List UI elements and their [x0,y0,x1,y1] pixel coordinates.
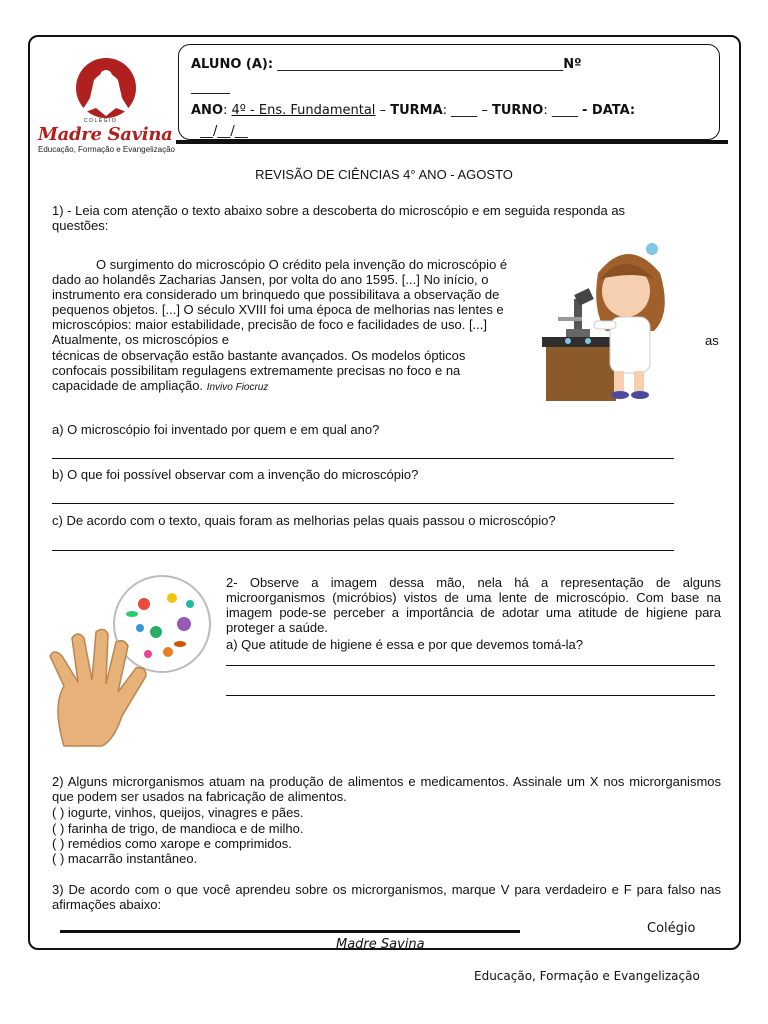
q2-question-a: a) Que atitude de higiene é essa e por que devemos tomá-la? [226,637,584,652]
footer-tagline: Educação, Formação e Evangelização [474,969,700,983]
data-blank[interactable]: __/__/__ [200,124,248,139]
q3-intro: 2) Alguns microrganismos atuam na produção de alimentos e medicamentos. Assinale um X nos microrganismos que podem ser usados na fabricação de alimentos. [52,774,721,804]
q1-question-a: a) O microscópio foi inventado por quem e em qual ano? [52,422,380,437]
q1-text: O surgimento do microscópio O crédito pela invenção do microscópio é dado ao holandês Zacharias Jansen, por volta do ano 1595. [...] No início, o instrumento era considerado um brinquedo que possibilitava a observação de pequenos objetos. [...] O século XVIII foi uma época de melhorias nas lentes e microscópios: maior estabilidade, precisão de foco e facilidades de uso. [...] Atualmente, os microscópios e [52,257,508,347]
q1-question-b: b) O que foi possível observar com a invenção do microscópio? [52,467,419,482]
ano-label: ANO [191,103,223,118]
turno-blank[interactable]: ____ [551,103,578,118]
q1-text-end-body: técnicas de observação estão bastante avançados. Os modelos ópticos confocais possibilitam regulagens extremamente precisas no foco e na capacidade de ampliação. [52,348,466,393]
aluno-blank[interactable]: ____________________________________________ [277,57,564,72]
data-label: - DATA: [582,103,636,118]
header-divider [176,140,728,144]
q2-answer-line-2[interactable] [226,695,715,696]
girl-microscope-illustration [538,233,688,403]
q3-option-4[interactable]: ( ) macarrão instantâneo. [52,851,198,866]
ano-value: 4º - Ens. Fundamental [231,103,376,118]
q1-intro: 1) - Leia com atenção o texto abaixo sobre a descoberta do microscópio e em seguida responda as questões: [52,203,626,233]
turma-blank[interactable]: ____ [451,103,478,118]
logo-small-text: COLÉGIO [84,118,118,124]
logo-tagline: Educação, Formação e Evangelização [38,145,175,154]
q1-source: Invivo Fiocruz [206,382,269,393]
turma-label: TURMA [390,103,443,118]
hand-microbes-illustration [44,574,216,748]
q2-answer-line-1[interactable] [226,665,715,666]
footer-colegio: Colégio [647,921,696,936]
footer-divider [60,930,520,933]
q1-answer-line-b[interactable] [52,503,674,504]
q1-answer-line-c[interactable] [52,550,674,551]
q4-intro: 3) De acordo com o que você aprendeu sobre os microrganismos, marque V para verdadeiro e F para falso nas afirmações abaixo: [52,882,721,912]
q1-question-c: c) De acordo com o texto, quais foram as melhorias pelas quais passou o microscópio? [52,513,556,528]
aluno-row [191,57,581,72]
q3-option-3[interactable]: ( ) remédios como xarope e comprimidos. [52,836,292,851]
q3-option-2[interactable]: ( ) farinha de trigo, de mandioca e de milho. [52,821,304,836]
q1-answer-line-a[interactable] [52,458,674,459]
ano-row: ANO: 4º - Ens. Fundamental – TURMA: ____ – TURNO: ____ - DATA: [191,103,636,118]
page-title: REVISÃO DE CIÊNCIAS 4° ANO - AGOSTO [255,167,513,182]
q1-text-end [52,348,512,395]
q1-text-as: as [705,333,719,348]
numero-blank[interactable]: ______ [191,80,230,95]
q2-text: 2- Observe a imagem dessa mão, nela há a representação de alguns microorganismos (micróbios) vistos de uma lente de microscópio. Com base na imagem pode-se perceber a importância de adotar uma atitude de higiene para proteger a saúde. [226,575,721,635]
numero-label: Nº [563,57,582,72]
q3-option-1[interactable]: ( ) iogurte, vinhos, queijos, vinagres e pães. [52,805,304,820]
logo-name: Madre Savina [38,124,173,145]
footer-madre-savina: Madre Savina [336,937,425,952]
aluno-label: ALUNO (A): [191,57,274,72]
turno-label: TURNO [491,103,544,118]
